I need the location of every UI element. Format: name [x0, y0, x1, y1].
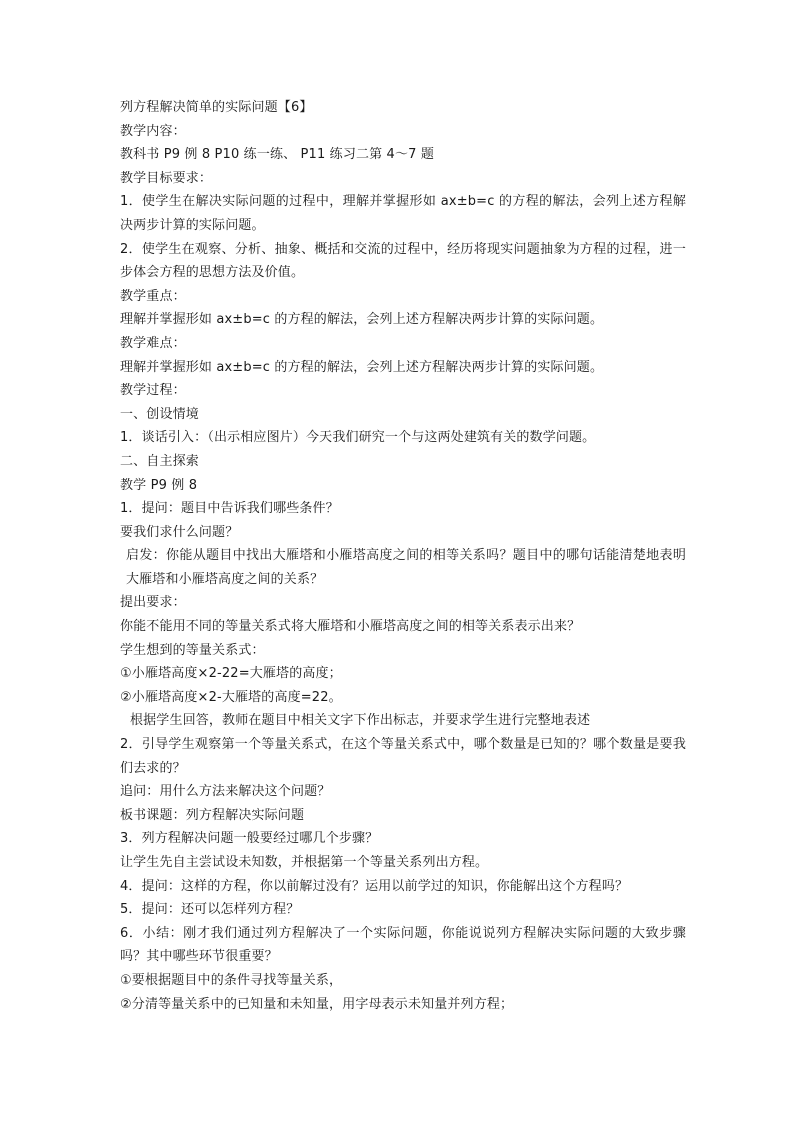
list-item: ①小雁塔高度×2-22=大雁塔的高度； — [120, 666, 342, 682]
paragraph: 2．引导学生观察第一个等量关系式，在这个等量关系式中，哪个数量是已知的？哪个数量是要我们去求的？ — [120, 737, 686, 776]
paragraph: 要我们求什么问题？ — [120, 524, 239, 540]
section-heading-key-points: 教学重点： — [120, 288, 186, 304]
section-heading-goals: 教学目标要求： — [120, 170, 213, 186]
list-item: ②小雁塔高度×2-大雁塔的高度=22。 — [120, 689, 342, 705]
paragraph: 让学生先自主尝试设未知数，并根据第一个等量关系列出方程。 — [120, 855, 489, 870]
section-heading-process: 教学过程： — [120, 383, 186, 399]
paragraph: 1．提问：题目中告诉我们哪些条件？ — [120, 501, 339, 517]
paragraph: 6．小结：刚才我们通过列方程解决了一个实际问题，你能说说列方程解决实际问题的大致步骤吗？其中哪些环节很重要？ — [120, 925, 686, 965]
document-page — [120, 96, 686, 1016]
paragraph: 2．使学生在观察、分析、抽象、概括和交流的过程中，经历将现实问题抽象为方程的过程，进一步体会方程的思想方法及价值。 — [120, 241, 686, 281]
paragraph: 理解并掌握形如 ax±b=c 的方程的解法，会列上述方程解决两步计算的实际问题。 — [120, 312, 604, 328]
list-item: ①要根据题目中的条件寻找等量关系， — [120, 972, 343, 988]
subsection-heading: 二、自主探索 — [120, 453, 199, 469]
paragraph: 板书课题：列方程解决实际问题 — [120, 807, 305, 823]
paragraph: 3．列方程解决问题一般要经过哪几个步骤？ — [120, 831, 379, 847]
paragraph: 启发：你能从题目中找出大雁塔和小雁塔高度之间的相等关系吗？题目中的哪句话能清楚地表明大雁塔和小雁塔高度之间的关系？ — [126, 548, 686, 587]
paragraph: 追问：用什么方法来解决这个问题？ — [120, 784, 331, 800]
paragraph: 4．提问：这样的方程，你以前解过没有？运用以前学过的知识，你能解出这个方程吗？ — [120, 878, 629, 894]
paragraph: 教科书 P9 例 8 P10 练一练、 P11 练习二第 4～7 题 — [120, 147, 434, 163]
subsection-heading: 一、创设情境 — [120, 406, 199, 422]
paragraph: 学生想到的等量关系式： — [120, 642, 265, 658]
paragraph: 教学 P9 例 8 — [120, 477, 198, 493]
paragraph: 提出要求： — [120, 595, 186, 611]
section-heading-difficulties: 教学难点： — [120, 335, 186, 351]
section-heading-content: 教学内容： — [120, 123, 186, 139]
paragraph: 1．使学生在解决实际问题的过程中，理解并掌握形如 ax±b=c 的方程的解法，会列上述方程解决两步计算的实际问题。 — [120, 194, 686, 233]
paragraph: 根据学生回答，教师在题目中相关文字下作出标志，并要求学生进行完整地表述 — [130, 713, 591, 729]
list-item: ②分清等量关系中的已知量和未知量，用字母表示未知量并列方程； — [120, 996, 514, 1012]
paragraph: 1．谈话引入：（出示相应图片）今天我们研究一个与这两处建筑有关的数学问题。 — [120, 430, 596, 446]
paragraph: 理解并掌握形如 ax±b=c 的方程的解法，会列上述方程解决两步计算的实际问题。 — [120, 359, 604, 375]
paragraph: 5．提问：还可以怎样列方程？ — [120, 902, 300, 918]
paragraph: 你能不能用不同的等量关系式将大雁塔和小雁塔高度之间的相等关系表示出来？ — [120, 619, 581, 635]
document-title: 列方程解决简单的实际问题【6】 — [120, 100, 313, 115]
